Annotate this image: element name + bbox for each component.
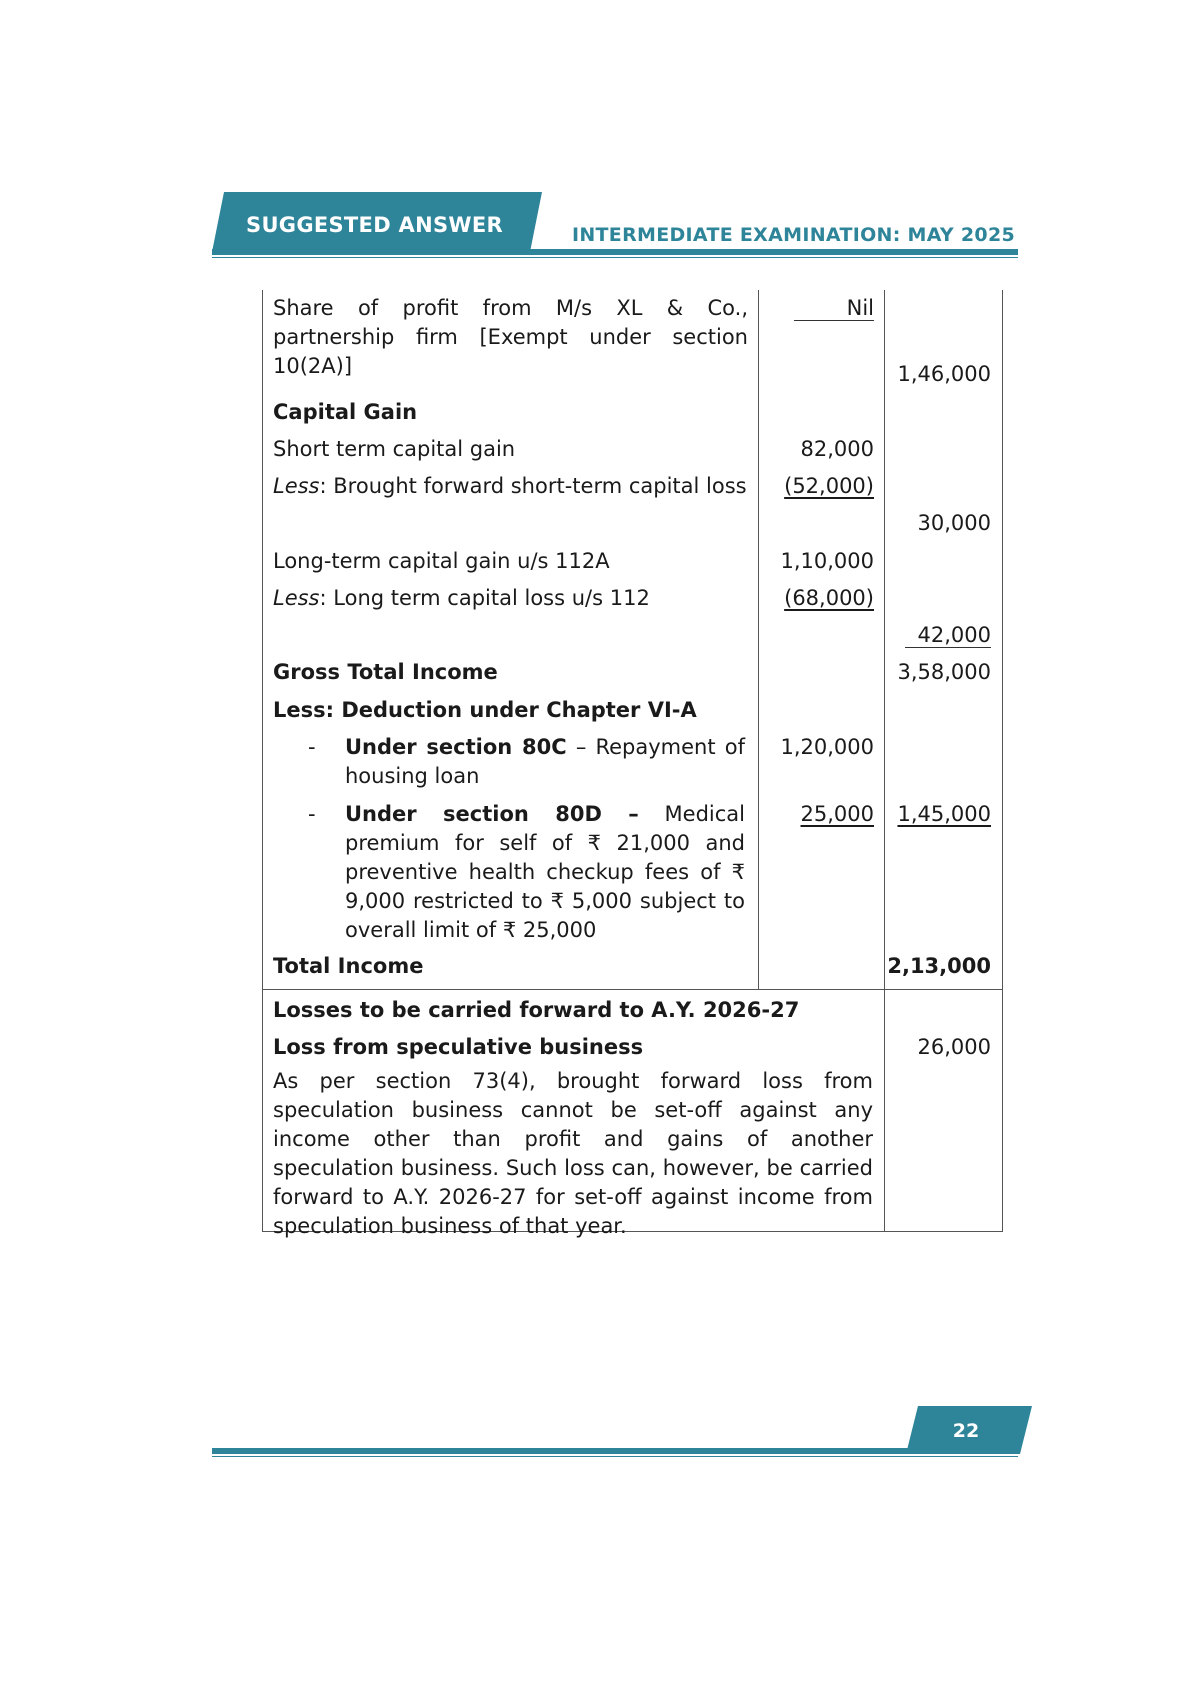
capital-gain-heading: Capital Gain	[273, 400, 418, 424]
stcg-label: Short term capital gain	[273, 437, 516, 461]
share-profit-amount	[262, 294, 874, 323]
spec-loss-label: Loss from speculative business	[273, 1035, 644, 1059]
less-prefix: Less	[273, 474, 320, 498]
ded-80c-desc: – Repayment of housing loan	[345, 735, 745, 788]
stcg-net: 30,000	[917, 511, 991, 535]
ded-80c-amount: 1,20,000	[780, 735, 874, 759]
deduction-heading: Less: Deduction under Chapter VI-A	[273, 698, 697, 722]
ded-80d-amount: 25,000	[800, 802, 874, 826]
header-tab-label: SUGGESTED ANSWER	[246, 213, 503, 237]
spec-loss-amount: 26,000	[917, 1035, 991, 1059]
footer-rule-thin	[212, 1456, 1018, 1457]
ltcl-text: : Long term capital loss u/s 112	[319, 586, 650, 610]
total-income-label: Total Income	[273, 954, 424, 978]
gti-amount: 3,58,000	[897, 660, 991, 684]
table-border-right	[1002, 290, 1003, 1232]
share-profit-value: Nil	[794, 296, 874, 321]
bullet-dash: -	[308, 735, 316, 759]
speculation-note: As per section 73(4), brought forward loss from speculation business cannot be set-off against any income other than profit and gains of another speculation business. Such loss can, however, be carried forward to A.Y. 2026-27 for set-off against income from speculation business of that year.	[273, 1069, 873, 1238]
ded-80c-bold: Under section 80C	[345, 735, 567, 759]
gti-label: Gross Total Income	[273, 660, 498, 684]
table-col-divider-2	[884, 290, 885, 1232]
ltcg-label: Long-term capital gain u/s 112A	[273, 549, 610, 573]
stcl-text: : Brought forward short-term capital loss	[319, 474, 747, 498]
deduction-total: 1,45,000	[897, 802, 991, 826]
computation-table	[262, 290, 1003, 1238]
table-separator	[262, 989, 1003, 990]
ded-80d-desc: Medical premium for self of ₹ 21,000 and preventive health checkup fees of ₹ 9,000 restricted to ₹ 5,000 subject to overall limit of ₹ 25,000	[345, 802, 745, 942]
bullet-dash: -	[308, 802, 316, 826]
ltcg-amount: 1,10,000	[780, 549, 874, 573]
exam-title: INTERMEDIATE EXAMINATION: MAY 2025	[571, 224, 1015, 246]
header-rule-thin	[212, 257, 1018, 258]
total-income-amount: 2,13,000	[887, 954, 991, 978]
business-total: 1,46,000	[897, 362, 991, 386]
header-rule	[212, 249, 1018, 255]
stcl-amount: (52,000)	[784, 474, 874, 498]
ltcg-net-value: 42,000	[905, 623, 991, 648]
stcg-amount: 82,000	[800, 437, 874, 461]
ded-80d-bold: Under section 80D –	[345, 802, 639, 826]
ltcl-amount: (68,000)	[784, 586, 874, 610]
losses-heading: Losses to be carried forward to A.Y. 2026-27	[273, 998, 800, 1022]
ltcg-net	[262, 621, 991, 650]
share-profit-label: Share of profit from M/s XL & Co., partnership firm [Exempt under section 10(2A)]	[273, 296, 748, 378]
footer-rule	[212, 1448, 912, 1454]
less-prefix: Less	[273, 586, 320, 610]
page-number: 22	[952, 1420, 980, 1442]
